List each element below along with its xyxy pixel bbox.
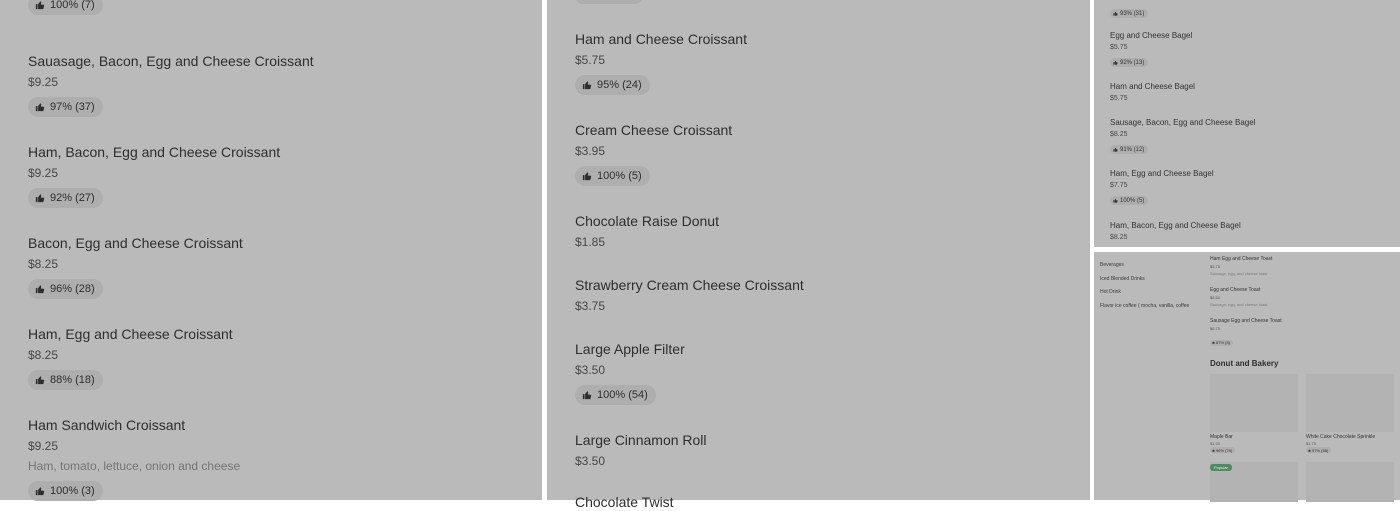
menu-item[interactable] bbox=[575, 213, 719, 249]
item-name: Ham Egg and Cheese Toast bbox=[1210, 256, 1273, 262]
menu-item-top[interactable] bbox=[1110, 3, 1148, 21]
item-price: $7.75 bbox=[1110, 182, 1128, 189]
rating-badge bbox=[1306, 447, 1331, 453]
rating-badge bbox=[1110, 9, 1148, 18]
menu-item[interactable] bbox=[575, 31, 747, 95]
menu-item[interactable] bbox=[28, 144, 280, 208]
rating-text: 97% (37) bbox=[50, 101, 95, 113]
rating-text: 93% (31) bbox=[1120, 10, 1145, 17]
rating-badge bbox=[575, 385, 656, 405]
menu-item[interactable] bbox=[1210, 318, 1282, 349]
item-price: $9.25 bbox=[28, 75, 59, 89]
item-name: Ham and Cheese Bagel bbox=[1110, 82, 1195, 91]
menu-panel-bakery bbox=[547, 0, 1090, 510]
thumbs-up-icon bbox=[35, 193, 45, 203]
item-description: Ham, tomato, lettuce, onion and cheese bbox=[28, 459, 241, 473]
item-name: Strawberry Cream Cheese Croissant bbox=[575, 277, 804, 293]
menu-item[interactable] bbox=[1110, 221, 1241, 242]
menu-panel-croissants bbox=[0, 0, 542, 500]
rating-text: 96% (28) bbox=[50, 283, 95, 295]
item-price: $3.50 bbox=[575, 363, 606, 377]
menu-item[interactable] bbox=[575, 277, 804, 313]
thumbs-up-icon bbox=[582, 171, 592, 181]
rating-text: 97% (98) bbox=[1312, 447, 1329, 453]
rating-badge bbox=[1210, 447, 1235, 453]
item-price: $5.75 bbox=[1210, 264, 1221, 269]
rating-badge bbox=[1210, 340, 1233, 346]
item-price: $8.25 bbox=[28, 257, 59, 271]
menu-item[interactable] bbox=[575, 341, 685, 405]
rating-text: 100% (5) bbox=[597, 170, 642, 182]
item-price: $9.25 bbox=[28, 166, 59, 180]
item-name: Ham and Cheese Croissant bbox=[575, 31, 747, 47]
item-price: $3.75 bbox=[575, 299, 606, 313]
tile-name: Maple Bar bbox=[1210, 434, 1233, 440]
item-price: $3.95 bbox=[575, 144, 606, 158]
item-price: $6.75 bbox=[1210, 326, 1221, 331]
item-name: Ham Sandwich Croissant bbox=[28, 417, 186, 433]
menu-item[interactable] bbox=[1110, 82, 1195, 103]
category-nav-item[interactable]: Flavor ice coffee ( mocha, vanilla, coffee bbox=[1100, 303, 1190, 309]
rating-badge bbox=[1110, 58, 1148, 67]
tile-price: $1.90 bbox=[1210, 441, 1221, 446]
rating-text: 100% (3) bbox=[50, 485, 95, 497]
menu-item[interactable] bbox=[575, 494, 674, 511]
thumbs-up-icon bbox=[1113, 147, 1118, 152]
rating-badge bbox=[28, 97, 103, 117]
menu-item[interactable] bbox=[1110, 169, 1214, 208]
section-title: Donut and Bakery bbox=[1210, 359, 1279, 368]
rating-text: 87% (8) bbox=[1216, 340, 1231, 345]
rating-text: 95% (24) bbox=[597, 79, 642, 91]
thumbs-up-icon bbox=[582, 80, 592, 90]
rating-text: 100% (54) bbox=[597, 389, 648, 401]
rating-badge bbox=[28, 0, 103, 15]
item-name: Sausage, Bacon, Egg and Cheese Bagel bbox=[1110, 118, 1256, 127]
item-price: $8.25 bbox=[1110, 234, 1128, 241]
item-name: Large Apple Filter bbox=[575, 341, 685, 357]
menu-item[interactable] bbox=[28, 53, 314, 117]
thumbs-up-icon bbox=[35, 0, 45, 10]
rating-text: 92% (13) bbox=[1120, 59, 1145, 66]
menu-item[interactable] bbox=[1210, 256, 1272, 276]
item-name: Egg and Cheese Toast bbox=[1210, 287, 1261, 293]
item-price: $9.25 bbox=[28, 439, 59, 453]
menu-item[interactable] bbox=[28, 417, 240, 501]
menu-item[interactable] bbox=[28, 235, 243, 299]
rating-text: 88% (18) bbox=[50, 374, 95, 386]
item-price: $8.25 bbox=[1110, 131, 1128, 138]
product-image-tile[interactable] bbox=[1210, 374, 1298, 432]
item-name: Sauasage, Bacon, Egg and Cheese Croissant bbox=[28, 53, 314, 69]
thumbs-up-icon bbox=[1113, 60, 1118, 65]
product-image-tile[interactable] bbox=[1306, 374, 1394, 432]
item-name: Ham, Bacon, Egg and Cheese Croissant bbox=[28, 144, 281, 160]
rating-text: 100% (7) bbox=[50, 0, 95, 11]
thumbs-up-icon bbox=[35, 102, 45, 112]
menu-item-top[interactable] bbox=[28, 0, 103, 15]
thumbs-up-icon bbox=[1113, 11, 1118, 16]
menu-item[interactable] bbox=[1110, 31, 1192, 70]
rating-badge bbox=[28, 370, 103, 390]
item-price: $5.75 bbox=[1110, 95, 1128, 102]
rating-badge bbox=[28, 279, 103, 299]
category-nav-item[interactable]: Iced Blended Drinks bbox=[1100, 276, 1145, 282]
thumbs-up-icon bbox=[35, 486, 45, 496]
tile-name: White Cake Chocolate Sprinkle bbox=[1306, 434, 1376, 440]
item-price: $5.75 bbox=[575, 53, 606, 67]
rating-badge bbox=[575, 166, 650, 186]
category-nav-item[interactable]: Hot Drink bbox=[1100, 289, 1121, 295]
tile-price: $1.75 bbox=[1306, 441, 1317, 446]
item-price: $5.50 bbox=[1210, 295, 1221, 300]
item-name: Chocolate Twist bbox=[575, 494, 674, 510]
item-name: Bacon, Egg and Cheese Croissant bbox=[28, 235, 243, 251]
rating-text: 96% (79) bbox=[1216, 447, 1233, 453]
rating-badge bbox=[1110, 145, 1148, 154]
item-price: $3.50 bbox=[575, 454, 606, 468]
item-name: Egg and Cheese Bagel bbox=[1110, 31, 1193, 40]
item-name: Cream Cheese Croissant bbox=[575, 122, 733, 138]
rating-badge bbox=[1110, 196, 1148, 205]
rating-text: 91% (12) bbox=[1120, 146, 1145, 153]
thumbs-up-icon bbox=[1308, 449, 1311, 452]
partial-rating-badge bbox=[575, 0, 643, 4]
menu-item[interactable] bbox=[1210, 287, 1267, 307]
item-name: Ham, Egg and Cheese Croissant bbox=[28, 326, 233, 342]
thumbs-up-icon bbox=[1212, 341, 1215, 344]
menu-item[interactable] bbox=[575, 122, 732, 186]
item-price: $5.75 bbox=[1110, 44, 1128, 51]
menu-item[interactable] bbox=[575, 432, 707, 468]
rating-text: 100% (5) bbox=[1120, 197, 1145, 204]
popular-tag: Popular bbox=[1210, 464, 1232, 471]
thumbs-up-icon bbox=[35, 375, 45, 385]
item-price: $1.85 bbox=[575, 235, 606, 249]
rating-badge bbox=[575, 75, 650, 95]
item-price: $8.25 bbox=[28, 348, 59, 362]
item-name: Large Cinnamon Roll bbox=[575, 432, 707, 448]
item-name: Chocolate Raise Donut bbox=[575, 213, 719, 229]
item-name: Ham, Egg and Cheese Bagel bbox=[1110, 169, 1214, 178]
item-name: Ham, Bacon, Egg and Cheese Bagel bbox=[1110, 221, 1241, 230]
thumbs-up-icon bbox=[1113, 198, 1118, 203]
menu-panel-bagels bbox=[1094, 0, 1400, 247]
thumbs-up-icon bbox=[1212, 449, 1215, 452]
item-description: Sausage, egg, and cheese toast bbox=[1210, 302, 1268, 307]
item-name: Sausage Egg and Cheese Toast bbox=[1210, 318, 1282, 324]
menu-overview-panel bbox=[1094, 252, 1400, 500]
rating-badge bbox=[28, 188, 103, 208]
rating-text: 92% (27) bbox=[50, 192, 95, 204]
thumbs-up-icon bbox=[35, 284, 45, 294]
item-description: Sausage, egg, and cheese toast bbox=[1210, 271, 1268, 276]
menu-item[interactable] bbox=[1110, 118, 1255, 157]
rating-badge bbox=[28, 481, 103, 501]
thumbs-up-icon bbox=[582, 390, 592, 400]
category-nav-item[interactable]: Beverages bbox=[1100, 262, 1124, 268]
product-image-tile[interactable] bbox=[1306, 462, 1394, 502]
menu-item[interactable] bbox=[28, 326, 233, 390]
